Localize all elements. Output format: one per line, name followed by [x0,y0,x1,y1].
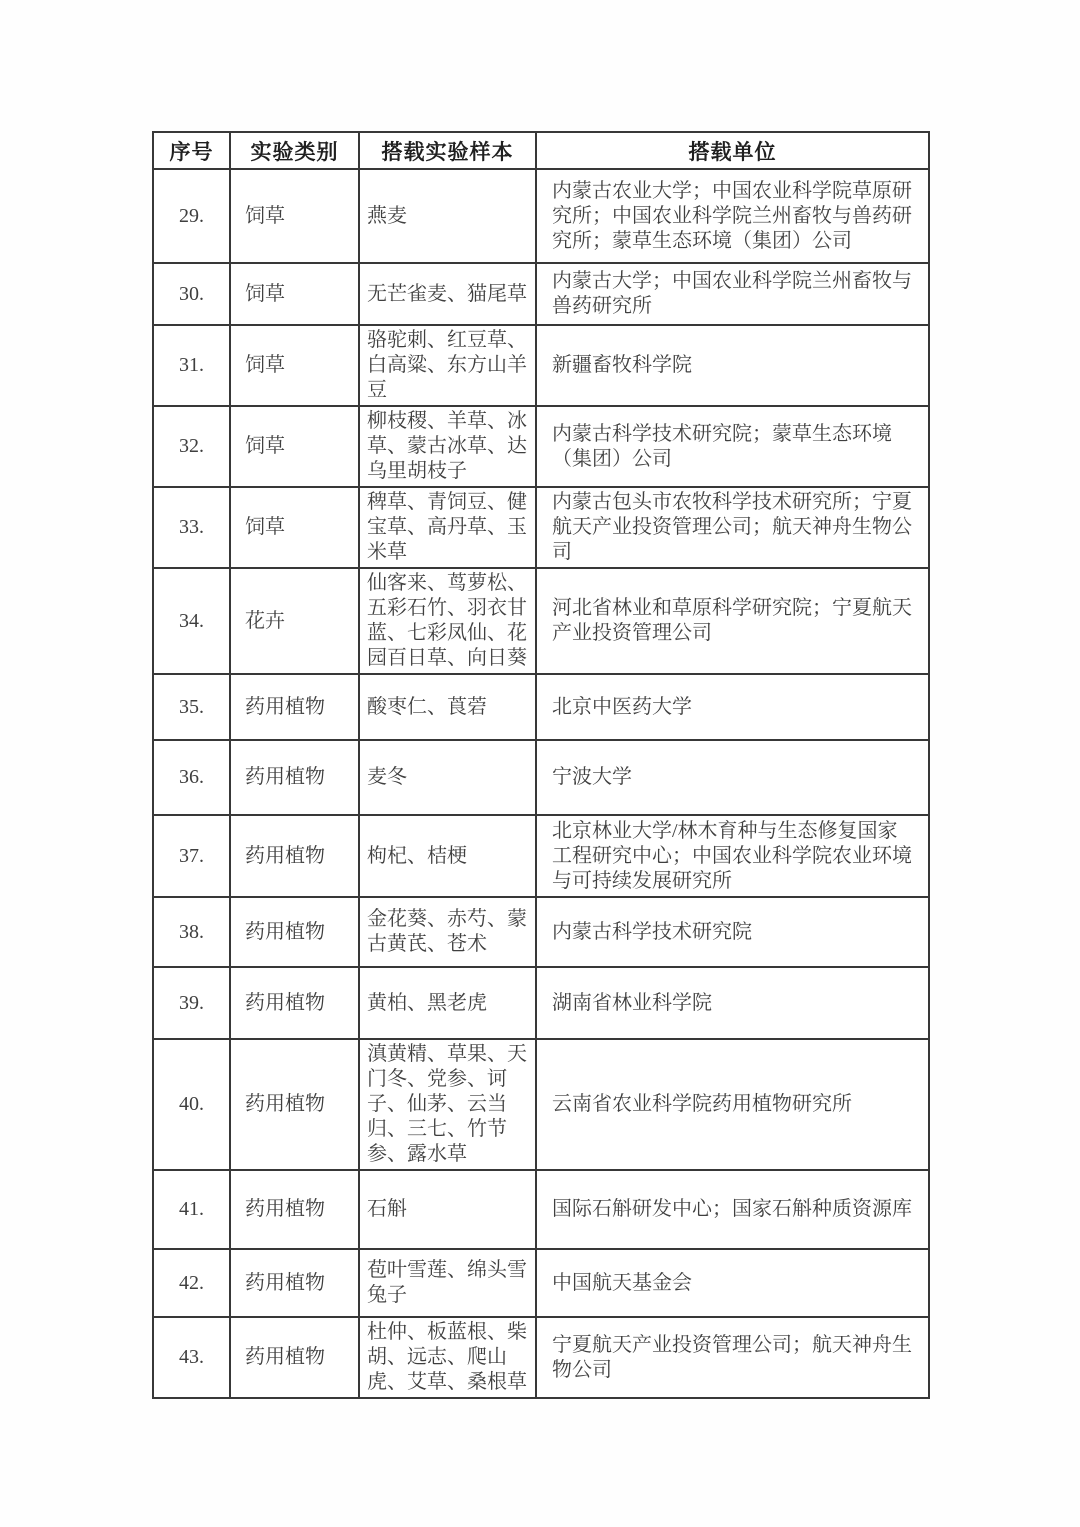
cell-no: 39. [153,967,230,1039]
cell-samples: 杜仲、板蓝根、柴胡、远志、爬山虎、艾草、桑根草 [359,1317,536,1398]
cell-samples: 麦冬 [359,740,536,815]
cell-organizations: 河北省林业和草原科学研究院；宁夏航天产业投资管理公司 [536,568,929,674]
column-header-category: 实验类别 [230,132,359,169]
cell-organizations: 北京林业大学/林木育种与生态修复国家工程研究中心；中国农业科学院农业环境与可持续发展研究所 [536,815,929,897]
cell-samples: 枸杞、桔梗 [359,815,536,897]
cell-samples: 仙客来、茑萝松、五彩石竹、羽衣甘蓝、七彩凤仙、花园百日草、向日葵 [359,568,536,674]
cell-category: 药用植物 [230,1170,359,1249]
cell-organizations: 内蒙古包头市农牧科学技术研究所；宁夏航天产业投资管理公司；航天神舟生物公司 [536,487,929,568]
table-row [153,1170,929,1249]
table-row [153,815,929,897]
table-row [153,263,929,325]
cell-samples: 柳枝稷、羊草、冰草、蒙古冰草、达乌里胡枝子 [359,406,536,487]
cell-samples: 黄柏、黑老虎 [359,967,536,1039]
table-row [153,1249,929,1317]
table-row [153,169,929,263]
cell-no: 35. [153,674,230,740]
cell-organizations: 云南省农业科学院药用植物研究所 [536,1039,929,1170]
cell-no: 42. [153,1249,230,1317]
cell-no: 33. [153,487,230,568]
table-row [153,487,929,568]
cell-no: 43. [153,1317,230,1398]
cell-organizations: 湖南省林业科学院 [536,967,929,1039]
table-row [153,1039,929,1170]
column-header-organizations: 搭载单位 [536,132,929,169]
cell-no: 34. [153,568,230,674]
table-row [153,740,929,815]
cell-samples: 石斛 [359,1170,536,1249]
cell-samples: 金花葵、赤芍、蒙古黄芪、苍术 [359,897,536,967]
cell-category: 饲草 [230,169,359,263]
cell-organizations: 内蒙古大学；中国农业科学院兰州畜牧与兽药研究所 [536,263,929,325]
cell-category: 药用植物 [230,1249,359,1317]
cell-category: 花卉 [230,568,359,674]
cell-samples: 滇黄精、草果、天门冬、党参、诃子、仙茅、云当归、三七、竹节参、露水草 [359,1039,536,1170]
cell-organizations: 宁波大学 [536,740,929,815]
cell-samples: 苞叶雪莲、绵头雪兔子 [359,1249,536,1317]
table-row [153,674,929,740]
cell-no: 32. [153,406,230,487]
cell-no: 40. [153,1039,230,1170]
table-row [153,897,929,967]
cell-no: 31. [153,325,230,406]
cell-category: 药用植物 [230,674,359,740]
cell-category: 药用植物 [230,897,359,967]
cell-category: 药用植物 [230,967,359,1039]
cell-organizations: 北京中医药大学 [536,674,929,740]
cell-samples: 燕麦 [359,169,536,263]
cell-organizations: 内蒙古科学技术研究院；蒙草生态环境（集团）公司 [536,406,929,487]
cell-samples: 酸枣仁、莨菪 [359,674,536,740]
column-header-samples: 搭载实验样本 [359,132,536,169]
cell-no: 37. [153,815,230,897]
cell-organizations: 内蒙古科学技术研究院 [536,897,929,967]
cell-organizations: 宁夏航天产业投资管理公司；航天神舟生物公司 [536,1317,929,1398]
cell-no: 30. [153,263,230,325]
cell-samples: 无芒雀麦、猫尾草 [359,263,536,325]
cell-category: 药用植物 [230,1317,359,1398]
cell-no: 29. [153,169,230,263]
table-row [153,568,929,674]
table-row [153,1317,929,1398]
cell-organizations: 新疆畜牧科学院 [536,325,929,406]
cell-category: 药用植物 [230,740,359,815]
table-row [153,406,929,487]
cell-category: 药用植物 [230,1039,359,1170]
table-row [153,967,929,1039]
table-body [153,169,929,1398]
cell-category: 饲草 [230,263,359,325]
cell-samples: 稗草、青饲豆、健宝草、高丹草、玉米草 [359,487,536,568]
cell-category: 药用植物 [230,815,359,897]
column-header-no: 序号 [153,132,230,169]
cell-category: 饲草 [230,406,359,487]
cell-organizations: 内蒙古农业大学；中国农业科学院草原研究所；中国农业科学院兰州畜牧与兽药研究所；蒙草生态环境（集团）公司 [536,169,929,263]
table-header-row [153,132,929,169]
cell-category: 饲草 [230,325,359,406]
cell-no: 38. [153,897,230,967]
table-row [153,325,929,406]
cell-category: 饲草 [230,487,359,568]
cell-no: 41. [153,1170,230,1249]
cell-no: 36. [153,740,230,815]
cell-organizations: 国际石斛研发中心；国家石斛种质资源库 [536,1170,929,1249]
cell-samples: 骆驼刺、红豆草、白高粱、东方山羊豆 [359,325,536,406]
cell-organizations: 中国航天基金会 [536,1249,929,1317]
payload-experiment-table [152,131,930,1399]
